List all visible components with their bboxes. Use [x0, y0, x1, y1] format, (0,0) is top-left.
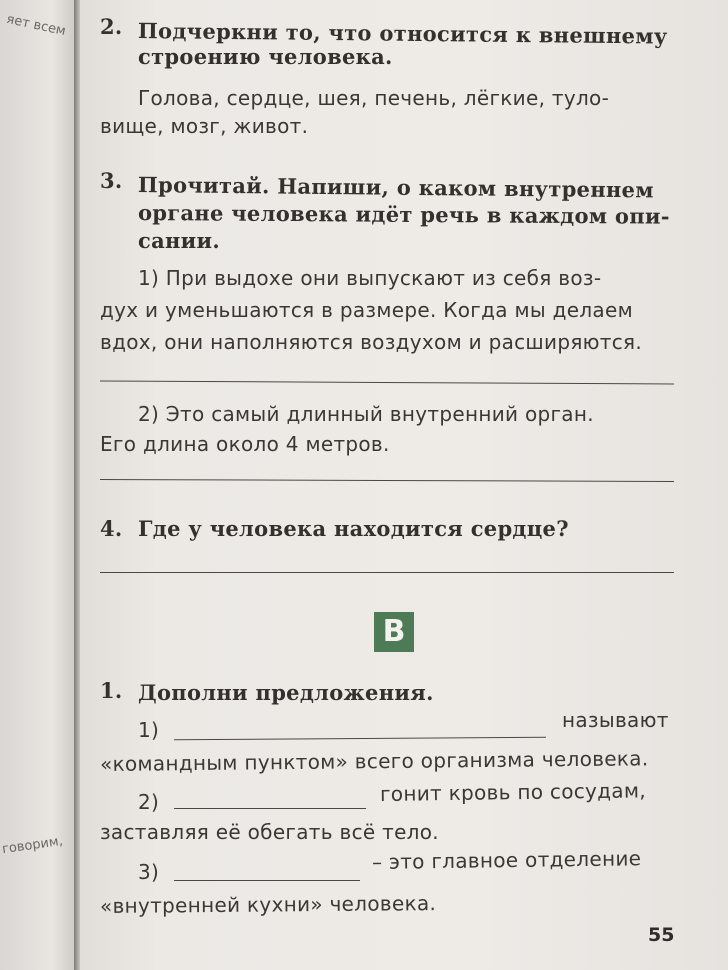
task-4-number: 4.	[100, 516, 123, 541]
sentence-1-number: 1)	[138, 718, 160, 742]
task-2-body-line2: вище, мозг, живот.	[100, 114, 309, 138]
task-4-title: Где у человека находится сердце?	[138, 516, 569, 541]
task-3-title-line2: органе человека идёт речь в каждом опи-	[137, 200, 670, 229]
sentence-3-line2: «внутренней кухни» человека.	[99, 891, 437, 918]
section-b-task-1-title: Дополни предложения.	[138, 680, 434, 705]
task-2-title-line2: строению человека.	[138, 44, 393, 69]
blank-line-3[interactable]	[174, 880, 360, 881]
sentence-2-line2: заставляя её обегать всё тело.	[100, 820, 439, 844]
blank-line-2[interactable]	[174, 808, 366, 809]
left-page-fragment-top: яет всем	[5, 11, 68, 40]
answer-line-3-1[interactable]	[100, 380, 674, 384]
sentence-1-after: называют	[562, 708, 669, 732]
sentence-3-number: 3)	[138, 860, 160, 884]
task-2-body-line1: Голова, сердце, шея, печень, лёгкие, туло-	[138, 86, 610, 110]
sentence-1-line2: «командным пунктом» всего организма человека.	[99, 746, 649, 776]
task-3-title-line3: сании.	[138, 228, 221, 253]
page-number: 55	[648, 924, 675, 946]
task-2-number: 2.	[100, 14, 123, 39]
task-2-title-line1: Подчеркни то, что относится к внешнему	[137, 18, 668, 49]
task-3-item2-line1: 2) Это самый длинный внутренний орган.	[138, 402, 594, 426]
left-page-fragment-mid: говорим,	[1, 833, 64, 858]
answer-line-3-2[interactable]	[100, 479, 674, 482]
task-3-item1-line3: вдох, они наполняются воздухом и расширяются.	[100, 330, 643, 354]
task-3-number: 3.	[100, 168, 123, 193]
task-3-item1-line1: 1) При выдохе они выпускают из себя воз-	[138, 266, 602, 290]
task-3-item2-line2: Его длина около 4 метров.	[100, 432, 390, 456]
task-3-item1-line2: дух и уменьшаются в размере. Когда мы делаем	[100, 298, 633, 322]
sentence-2-after: гонит кровь по сосудам,	[379, 778, 647, 806]
section-badge: В	[374, 612, 414, 652]
left-page-edge	[0, 0, 74, 970]
answer-line-4[interactable]	[100, 572, 674, 573]
sentence-2-number: 2)	[138, 790, 160, 814]
task-3-title-line1: Прочитай. Напиши, о каком внутреннем	[137, 172, 654, 203]
sentence-3-after: – это главное отделение	[371, 846, 642, 874]
textbook-page	[80, 0, 728, 970]
section-b-task-1-number: 1.	[100, 678, 123, 703]
blank-line-1[interactable]	[174, 737, 546, 741]
